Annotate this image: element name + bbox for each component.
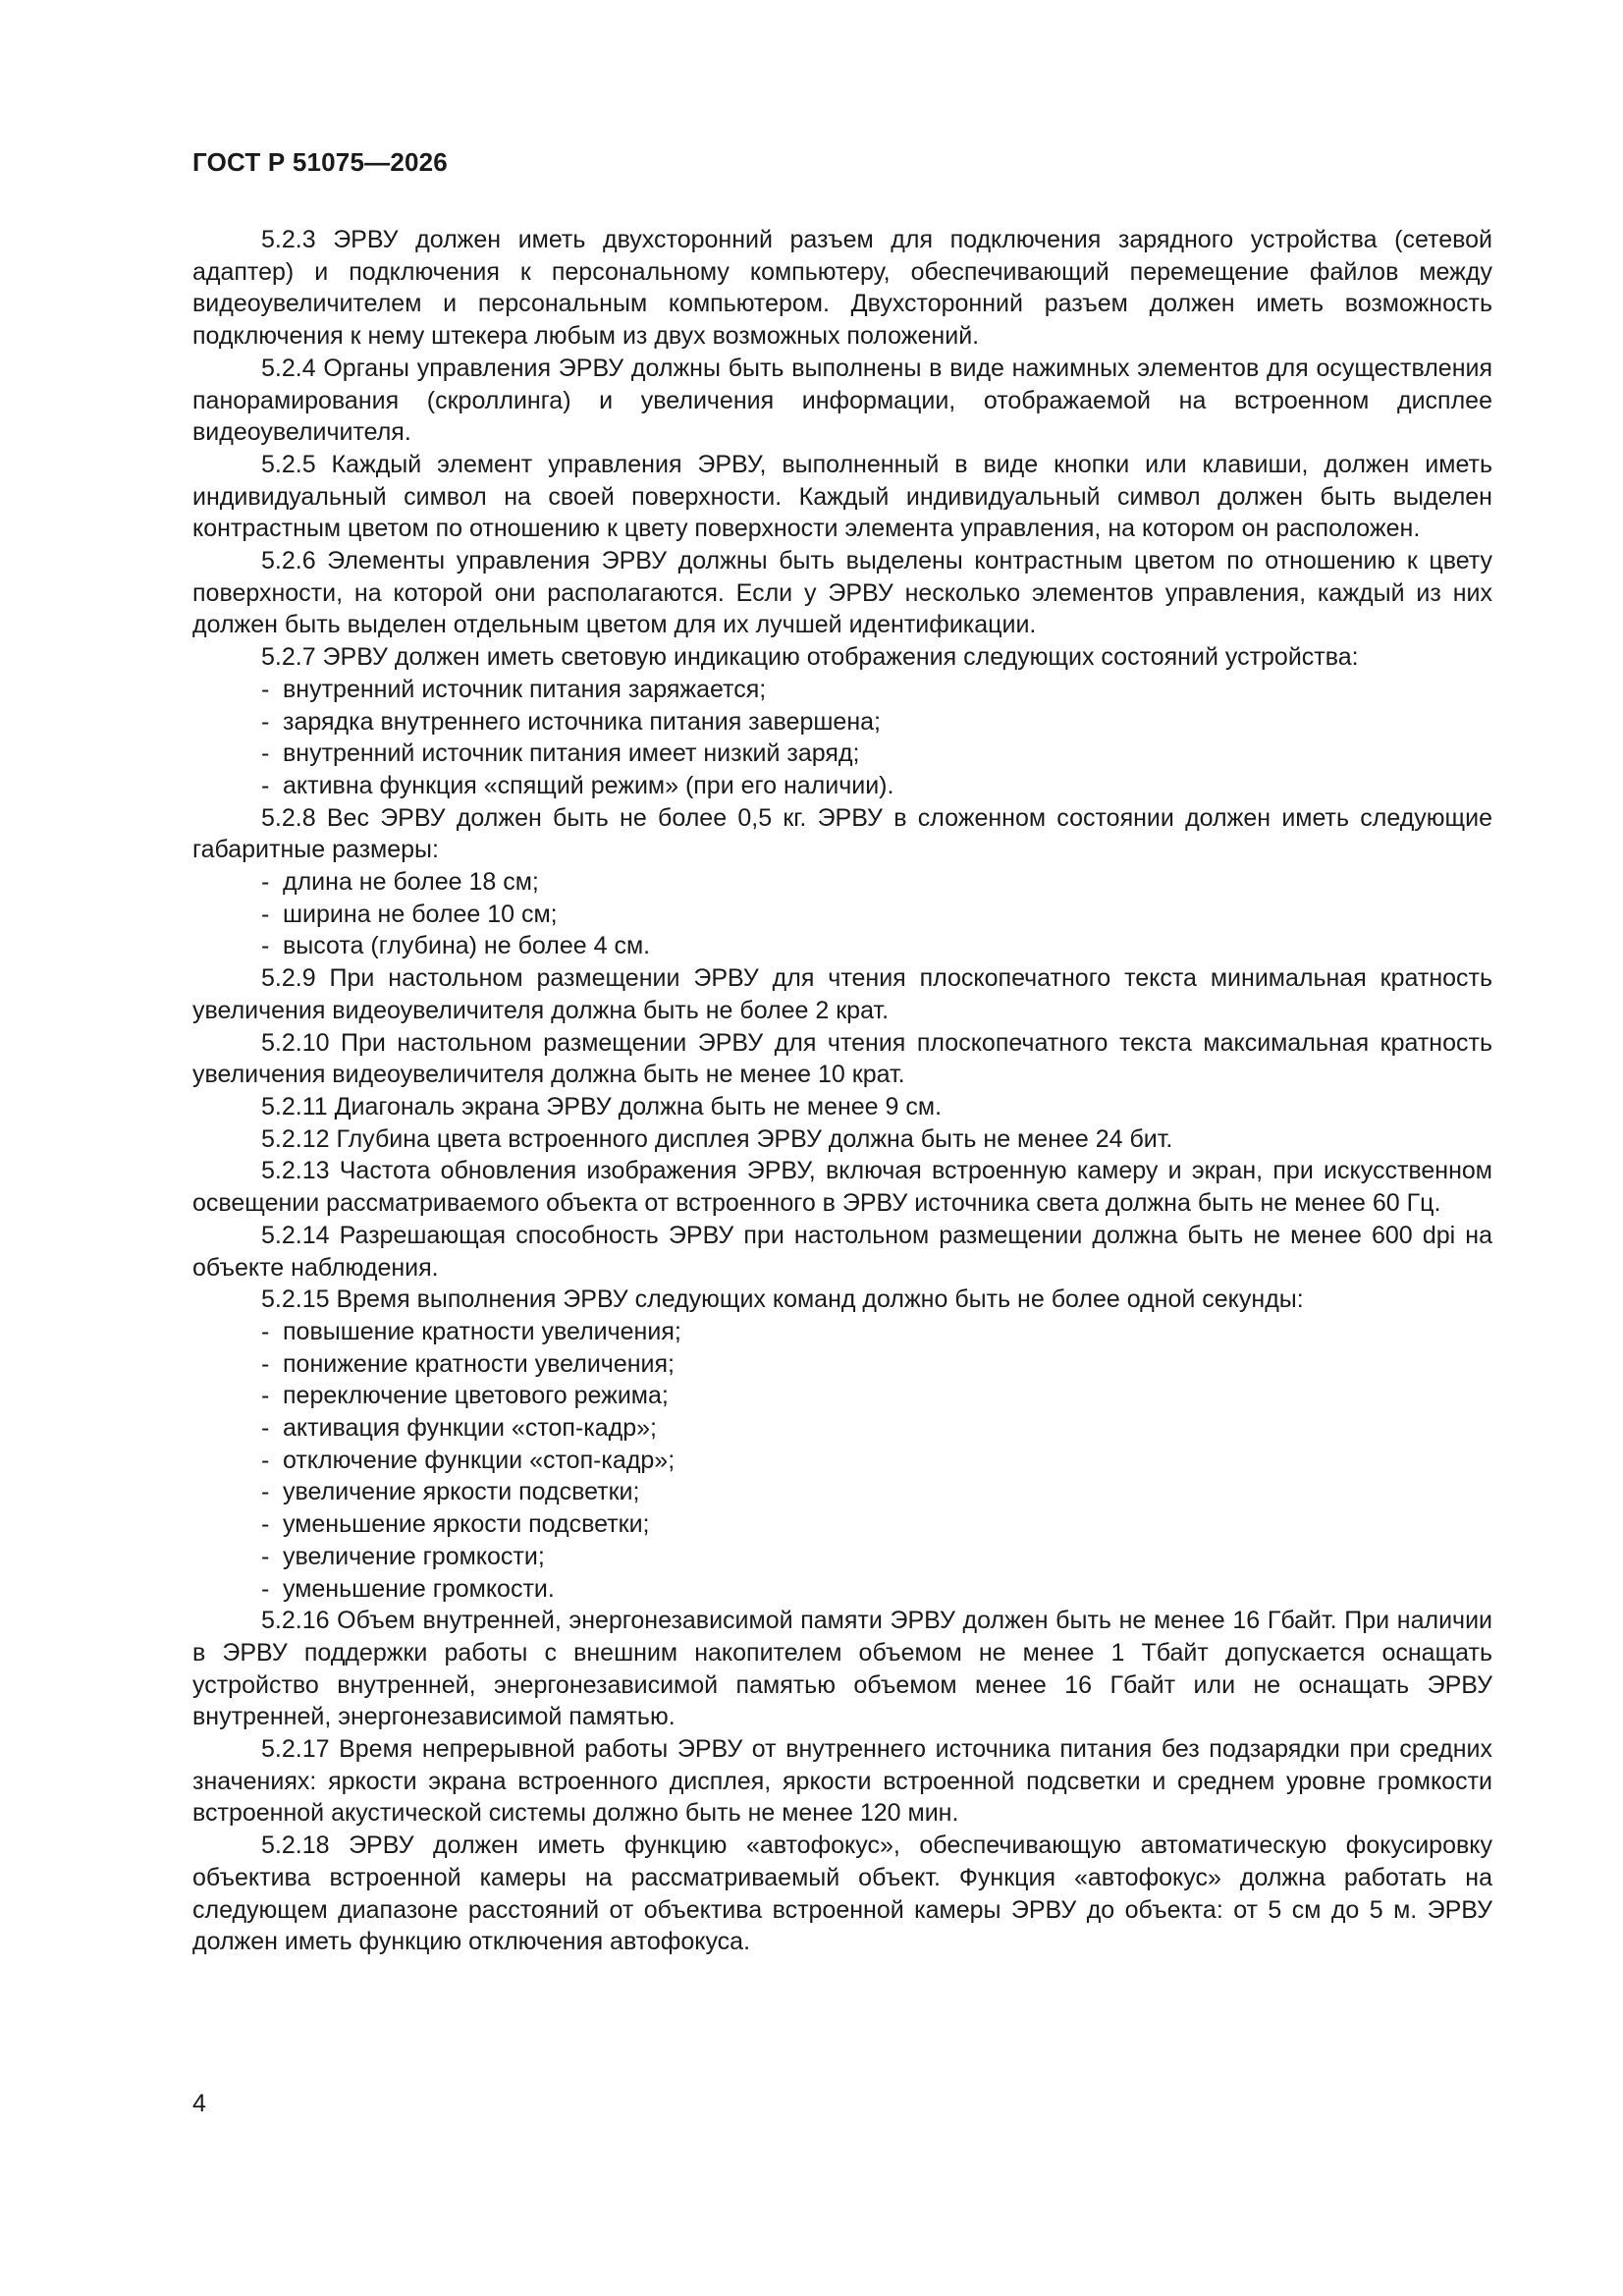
- clause-paragraph: 5.2.17 Время непрерывной работы ЭРВУ от внутреннего источника питания без подзарядки при средних значениях: яркости экрана встроенного дисплея, яркости встроенной подсветки и среднем уровне громкости встроенной акустической системы должно быть не менее 120 мин.: [192, 1735, 1492, 1828]
- list-item-text: внутренний источник питания имеет низкий заряд;: [283, 739, 860, 768]
- list-item-text: увеличение яркости подсветки;: [283, 1478, 640, 1506]
- list-item: [192, 1412, 1492, 1445]
- list-item-text: уменьшение громкости.: [283, 1574, 555, 1603]
- list-item-text: длина не более 18 см;: [283, 868, 539, 897]
- list-item: [192, 674, 1492, 706]
- list-dash: -: [261, 1414, 270, 1443]
- clause-paragraph: 5.2.13 Частота обновления изображения ЭРВУ, включая встроенную камеру и экран, при искусственном освещении рассматриваемого объекта от встроенного в ЭРВУ источника света должна быть не менее 60 Гц.: [192, 1157, 1492, 1218]
- clause-paragraph: 5.2.10 При настольном размещении ЭРВУ для чтения плоскопечатного текста максимальная кратность увеличения видеоувеличителя должна быть не менее 10 крат.: [192, 1028, 1492, 1089]
- list-dash: -: [261, 1317, 270, 1345]
- list-item-text: ширина не более 10 см;: [283, 900, 558, 928]
- list-dash: -: [261, 1542, 270, 1570]
- clause-paragraph: 5.2.9 При настольном размещении ЭРВУ для чтения плоскопечатного текста минимальная кратность увеличения видеоувеличителя должна быть не более 2 крат.: [192, 964, 1492, 1024]
- list-item: [192, 706, 1492, 738]
- clause-paragraph: 5.2.11 Диагональ экрана ЭРВУ должна быть не менее 9 см.: [261, 1092, 943, 1121]
- list-dash: -: [261, 1478, 270, 1506]
- list-item: [192, 930, 1492, 962]
- list-dash: -: [261, 868, 270, 897]
- clause-paragraph: 5.2.6 Элементы управления ЭРВУ должны быть выделены контрастным цветом по отношению к цвету поверхности, на которой они располагаются. Если у ЭРВУ несколько элементов управления, каждый из них должен быть выделен отдельным цветом для их лучшей идентификации.: [192, 547, 1492, 639]
- list-item: [192, 1445, 1492, 1477]
- clause-paragraph: 5.2.12 Глубина цвета встроенного дисплея ЭРВУ должна быть не менее 24 бит.: [261, 1124, 1173, 1153]
- clause-paragraph: 5.2.14 Разрешающая способность ЭРВУ при настольном размещении должна быть не менее 600 dpi на объекте наблюдения.: [192, 1221, 1492, 1282]
- list-dash: -: [261, 1382, 270, 1410]
- document-header: ГОСТ Р 51075—2026: [192, 147, 448, 177]
- list-item-text: зарядка внутреннего источника питания завершена;: [283, 707, 881, 736]
- list-item: [192, 738, 1492, 770]
- clause-paragraph: 5.2.18 ЭРВУ должен иметь функцию «автофокус», обеспечивающую автоматическую фокусировку объектива встроенной камеры на рассматриваемый объект. Функция «автофокус» должна работать на следующем диапазоне расстояний от объектива встроенной камеры ЭРВУ до объекта: от 5 см до 5 м. ЭРВУ должен иметь функцию отключения автофокуса.: [192, 1831, 1492, 1956]
- list-dash: -: [261, 675, 270, 703]
- list-dash: -: [261, 739, 270, 768]
- list-item: [192, 1380, 1492, 1412]
- list-item-text: отключение функции «стоп-кадр»;: [283, 1446, 676, 1474]
- list-item: [192, 770, 1492, 802]
- clause-paragraph: 5.2.4 Органы управления ЭРВУ должны быть выполнены в виде нажимных элементов для осуществления панорамирования (скроллинга) и увеличения информации, отображаемой на встроенном дисплее видеоувеличителя.: [192, 354, 1492, 447]
- list-item-text: уменьшение яркости подсветки;: [283, 1510, 650, 1539]
- list-item-text: переключение цветового режима;: [283, 1382, 669, 1410]
- clause-paragraph: 5.2.16 Объем внутренней, энергонезависимой памяти ЭРВУ должен быть не менее 16 Гбайт. При наличии в ЭРВУ поддержки работы с внешним накопителем объемом не менее 1 Тбайт допускается оснащать устройство внутренней, энергонезависимой памятью объемом менее 16 Гбайт или не оснащать ЭРВУ внутренней, энергонезависимой памятью.: [192, 1607, 1492, 1731]
- list-item-text: увеличение громкости;: [283, 1542, 545, 1570]
- list-item-text: высота (глубина) не более 4 см.: [283, 932, 651, 960]
- list-dash: -: [261, 1510, 270, 1539]
- list-item: [192, 899, 1492, 931]
- list-item: [192, 1541, 1492, 1573]
- list-item: [192, 1476, 1492, 1508]
- clause-paragraph: 5.2.7 ЭРВУ должен иметь световую индикацию отображения следующих состояний устройства:: [261, 643, 1359, 672]
- list-dash: -: [261, 900, 270, 928]
- page-number: 4: [192, 2090, 206, 2117]
- list-dash: -: [261, 1349, 270, 1378]
- list-item-text: активация функции «стоп-кадр»;: [283, 1414, 658, 1443]
- list-dash: -: [261, 1574, 270, 1603]
- list-item: [192, 866, 1492, 899]
- list-dash: -: [261, 707, 270, 736]
- clause-paragraph: 5.2.8 Вес ЭРВУ должен быть не более 0,5 кг. ЭРВУ в сложенном состоянии должен иметь следующие габаритные размеры:: [192, 803, 1492, 864]
- list-dash: -: [261, 932, 270, 960]
- list-dash: -: [261, 771, 270, 799]
- list-item-text: внутренний источник питания заряжается;: [283, 675, 767, 703]
- list-item: [192, 1573, 1492, 1606]
- list-item-text: активна функция «спящий режим» (при его наличии).: [283, 771, 894, 799]
- list-dash: -: [261, 1446, 270, 1474]
- list-item: [192, 1316, 1492, 1348]
- document-body: [192, 224, 1492, 1958]
- clause-paragraph: 5.2.15 Время выполнения ЭРВУ следующих команд должно быть не более одной секунды:: [261, 1285, 1304, 1314]
- list-item: [192, 1508, 1492, 1541]
- clause-paragraph: 5.2.3 ЭРВУ должен иметь двухсторонний разъем для подключения зарядного устройства (сетевой адаптер) и подключения к персональному компьютеру, обеспечивающий перемещение файлов между видеоувеличителем и персональным компьютером. Двухсторонний разъем должен иметь возможность подключения к нему штекера любым из двух возможных положений.: [192, 226, 1492, 351]
- clause-paragraph: 5.2.5 Каждый элемент управления ЭРВУ, выполненный в виде кнопки или клавиши, должен иметь индивидуальный символ на своей поверхности. Каждый индивидуальный символ должен быть выделен контрастным цветом по отношению к цвету поверхности элемента управления, на котором он расположен.: [192, 450, 1492, 543]
- list-item-text: понижение кратности увеличения;: [283, 1349, 675, 1378]
- list-item-text: повышение кратности увеличения;: [283, 1317, 681, 1345]
- list-item: [192, 1348, 1492, 1381]
